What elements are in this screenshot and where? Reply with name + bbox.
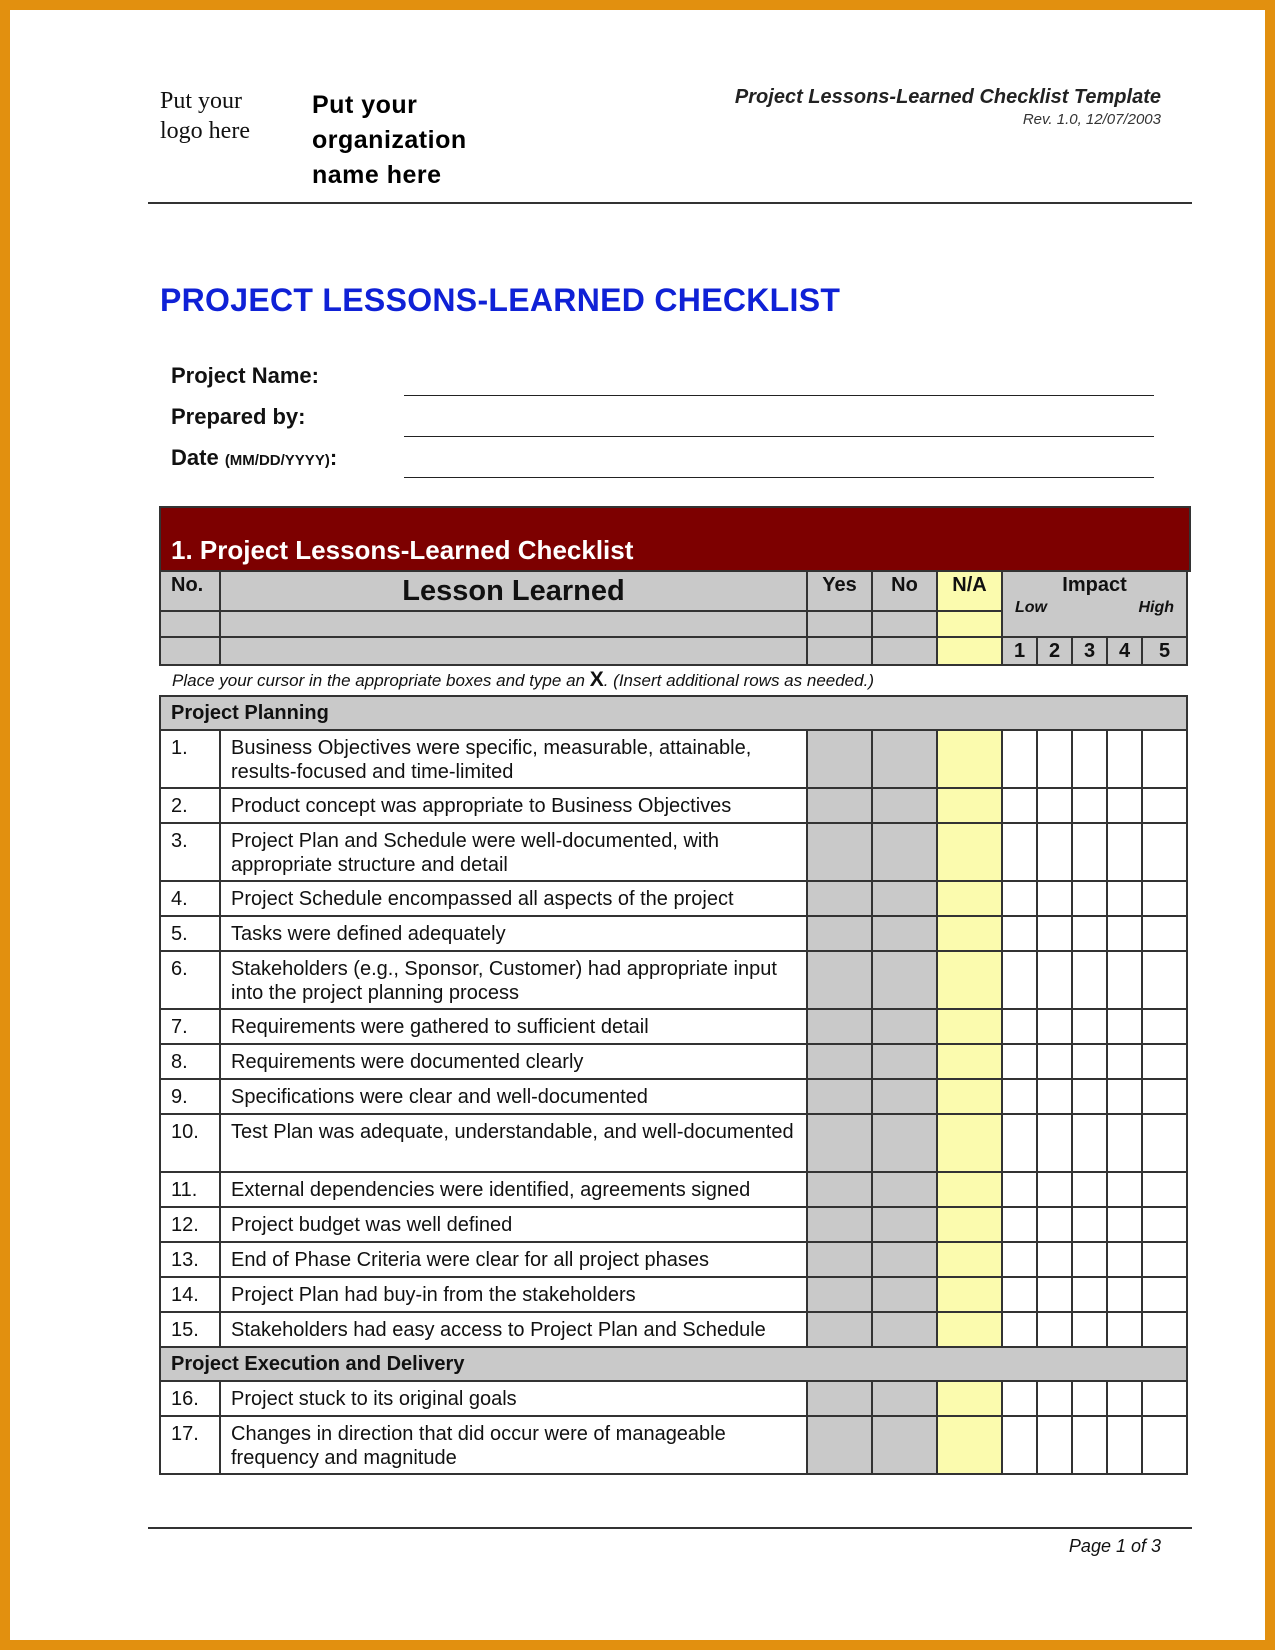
impact-4-cell[interactable] bbox=[1107, 1381, 1142, 1416]
checklist-row bbox=[160, 1242, 1187, 1277]
impact-1-cell[interactable] bbox=[1002, 916, 1037, 951]
no-checkbox-cell[interactable] bbox=[872, 1242, 937, 1277]
lesson-text: Project budget was well defined bbox=[220, 1207, 807, 1242]
impact-4-cell[interactable] bbox=[1107, 881, 1142, 916]
yes-checkbox-cell[interactable] bbox=[807, 1044, 872, 1079]
no-checkbox-cell[interactable] bbox=[872, 1416, 937, 1474]
impact-1-cell[interactable] bbox=[1002, 1079, 1037, 1114]
na-checkbox-cell[interactable] bbox=[937, 1242, 1002, 1277]
prepared-by-label: Prepared by: bbox=[171, 404, 306, 429]
no-checkbox-cell[interactable] bbox=[872, 1381, 937, 1416]
impact-2-cell[interactable] bbox=[1037, 1381, 1072, 1416]
impact-3-cell[interactable] bbox=[1072, 1044, 1107, 1079]
org-placeholder-line: organization bbox=[312, 126, 467, 154]
impact-1-cell[interactable] bbox=[1002, 1416, 1037, 1474]
impact-4-cell[interactable] bbox=[1107, 951, 1142, 1009]
no-checkbox-cell[interactable] bbox=[872, 916, 937, 951]
impact-1-cell[interactable] bbox=[1002, 1114, 1037, 1172]
footer-divider bbox=[148, 1527, 1192, 1529]
impact-4-cell[interactable] bbox=[1107, 1277, 1142, 1312]
impact-5-cell[interactable] bbox=[1142, 1416, 1187, 1474]
impact-4-cell[interactable] bbox=[1107, 1044, 1142, 1079]
page-number: Page 1 of 3 bbox=[1068, 1536, 1161, 1556]
yes-checkbox-cell[interactable] bbox=[807, 788, 872, 823]
impact-5-cell[interactable] bbox=[1142, 1277, 1187, 1312]
header-spacer-cell bbox=[807, 637, 872, 665]
template-revision: Rev. 1.0, 12/07/2003 bbox=[1022, 111, 1161, 128]
yes-checkbox-cell[interactable] bbox=[807, 730, 872, 788]
document-title: PROJECT LESSONS-LEARNED CHECKLIST bbox=[160, 282, 841, 318]
impact-5-cell[interactable] bbox=[1142, 823, 1187, 881]
checklist-row bbox=[160, 1009, 1187, 1044]
na-checkbox-cell[interactable] bbox=[937, 1079, 1002, 1114]
impact-2-cell[interactable] bbox=[1037, 916, 1072, 951]
impact-2-cell[interactable] bbox=[1037, 1277, 1072, 1312]
impact-4-cell[interactable] bbox=[1107, 1207, 1142, 1242]
checklist-row bbox=[160, 881, 1187, 916]
impact-1-cell[interactable] bbox=[1002, 788, 1037, 823]
column-header-yes: Yes bbox=[807, 571, 872, 611]
header-spacer-cell bbox=[160, 637, 220, 665]
impact-3-cell[interactable] bbox=[1072, 1172, 1107, 1207]
impact-4-cell[interactable] bbox=[1107, 1079, 1142, 1114]
date-label-text: Date bbox=[171, 445, 219, 470]
impact-2-cell[interactable] bbox=[1037, 1009, 1072, 1044]
row-number: 5. bbox=[160, 916, 220, 951]
impact-2-cell[interactable] bbox=[1037, 1172, 1072, 1207]
impact-5-cell[interactable] bbox=[1142, 916, 1187, 951]
row-number: 16. bbox=[160, 1381, 220, 1416]
lesson-text: Project Plan had buy-in from the stakeholders bbox=[220, 1277, 807, 1312]
checklist-row bbox=[160, 1207, 1187, 1242]
yes-checkbox-cell[interactable] bbox=[807, 1172, 872, 1207]
project-name-field[interactable] bbox=[404, 395, 1154, 396]
category-heading: Project Planning bbox=[160, 696, 1187, 730]
impact-4-cell[interactable] bbox=[1107, 1009, 1142, 1044]
impact-2-cell[interactable] bbox=[1037, 1416, 1072, 1474]
checklist-row bbox=[160, 916, 1187, 951]
row-number: 10. bbox=[160, 1114, 220, 1172]
impact-2-cell[interactable] bbox=[1037, 1114, 1072, 1172]
impact-4-cell[interactable] bbox=[1107, 1172, 1142, 1207]
impact-2-cell[interactable] bbox=[1037, 951, 1072, 1009]
row-number: 14. bbox=[160, 1277, 220, 1312]
impact-3-cell[interactable] bbox=[1072, 1312, 1107, 1347]
na-checkbox-cell[interactable] bbox=[937, 1416, 1002, 1474]
impact-1-cell[interactable] bbox=[1002, 823, 1037, 881]
impact-low-label: Low bbox=[1015, 599, 1047, 616]
na-checkbox-cell[interactable] bbox=[937, 1114, 1002, 1172]
row-number: 1. bbox=[160, 730, 220, 788]
no-checkbox-cell[interactable] bbox=[872, 951, 937, 1009]
logo-placeholder-line: Put your bbox=[160, 88, 243, 114]
header-spacer-cell bbox=[160, 611, 220, 637]
row-number: 11. bbox=[160, 1172, 220, 1207]
impact-4-cell[interactable] bbox=[1107, 823, 1142, 881]
impact-1-cell[interactable] bbox=[1002, 730, 1037, 788]
yes-checkbox-cell[interactable] bbox=[807, 916, 872, 951]
na-checkbox-cell[interactable] bbox=[937, 823, 1002, 881]
impact-5-cell[interactable] bbox=[1142, 1044, 1187, 1079]
checklist-row bbox=[160, 1416, 1187, 1474]
impact-1-cell[interactable] bbox=[1002, 1242, 1037, 1277]
row-number: 4. bbox=[160, 881, 220, 916]
checklist-row bbox=[160, 1172, 1187, 1207]
lesson-text: Project Plan and Schedule were well-documented, with appropriate structure and detail bbox=[220, 823, 807, 881]
date-colon: : bbox=[329, 445, 338, 470]
impact-2-cell[interactable] bbox=[1037, 788, 1072, 823]
impact-level-4: 4 bbox=[1107, 637, 1142, 665]
org-placeholder-line: Put your bbox=[312, 91, 418, 119]
lesson-text: Stakeholders had easy access to Project Plan and Schedule bbox=[220, 1312, 807, 1347]
lesson-text: Business Objectives were specific, measurable, attainable, results-focused and time-limited bbox=[220, 730, 807, 788]
yes-checkbox-cell[interactable] bbox=[807, 1416, 872, 1474]
column-header-no: No. bbox=[160, 571, 220, 611]
instruction-text bbox=[172, 668, 874, 692]
lesson-text: Project Schedule encompassed all aspects of the project bbox=[220, 881, 807, 916]
impact-5-cell[interactable] bbox=[1142, 951, 1187, 1009]
impact-2-cell[interactable] bbox=[1037, 1312, 1072, 1347]
checklist-row bbox=[160, 951, 1187, 1009]
impact-2-cell[interactable] bbox=[1037, 1044, 1072, 1079]
impact-3-cell[interactable] bbox=[1072, 1079, 1107, 1114]
instruction-before: Place your cursor in the appropriate boxes and type an bbox=[172, 671, 590, 690]
lesson-text: Changes in direction that did occur were of manageable frequency and magnitude bbox=[220, 1416, 807, 1474]
row-number: 17. bbox=[160, 1416, 220, 1474]
yes-checkbox-cell[interactable] bbox=[807, 1242, 872, 1277]
checklist-row bbox=[160, 1079, 1187, 1114]
column-header-lesson: Lesson Learned bbox=[220, 571, 807, 611]
header-spacer-cell bbox=[937, 611, 1002, 637]
date-format-hint: (MM/DD/YYYY) bbox=[224, 452, 330, 469]
impact-3-cell[interactable] bbox=[1072, 1207, 1107, 1242]
checklist-row bbox=[160, 788, 1187, 823]
impact-1-cell[interactable] bbox=[1002, 1172, 1037, 1207]
section-banner bbox=[159, 506, 1191, 572]
impact-4-cell[interactable] bbox=[1107, 1114, 1142, 1172]
lesson-text: Stakeholders (e.g., Sponsor, Customer) had appropriate input into the project planning process bbox=[220, 951, 807, 1009]
impact-1-cell[interactable] bbox=[1002, 1009, 1037, 1044]
column-header-impact bbox=[1002, 571, 1187, 637]
no-checkbox-cell[interactable] bbox=[872, 730, 937, 788]
impact-1-cell[interactable] bbox=[1002, 1277, 1037, 1312]
lesson-text: Project stuck to its original goals bbox=[220, 1381, 807, 1416]
checklist-row bbox=[160, 823, 1187, 881]
no-checkbox-cell[interactable] bbox=[872, 881, 937, 916]
template-title: Project Lessons-Learned Checklist Template bbox=[734, 86, 1161, 108]
lesson-text: Requirements were documented clearly bbox=[220, 1044, 807, 1079]
impact-2-cell[interactable] bbox=[1037, 730, 1072, 788]
lesson-text: Requirements were gathered to sufficient detail bbox=[220, 1009, 807, 1044]
org-placeholder-line: name here bbox=[312, 161, 442, 189]
checklist-row bbox=[160, 1312, 1187, 1347]
impact-4-cell[interactable] bbox=[1107, 730, 1142, 788]
yes-checkbox-cell[interactable] bbox=[807, 1381, 872, 1416]
header-spacer-cell bbox=[872, 637, 937, 665]
no-checkbox-cell[interactable] bbox=[872, 1044, 937, 1079]
date-field[interactable] bbox=[404, 477, 1154, 478]
no-checkbox-cell[interactable] bbox=[872, 1207, 937, 1242]
lesson-text: Tasks were defined adequately bbox=[220, 916, 807, 951]
na-checkbox-cell[interactable] bbox=[937, 916, 1002, 951]
impact-1-cell[interactable] bbox=[1002, 1044, 1037, 1079]
impact-5-cell[interactable] bbox=[1142, 881, 1187, 916]
lesson-text: End of Phase Criteria were clear for all project phases bbox=[220, 1242, 807, 1277]
lesson-text: Specifications were clear and well-documented bbox=[220, 1079, 807, 1114]
impact-3-cell[interactable] bbox=[1072, 1277, 1107, 1312]
yes-checkbox-cell[interactable] bbox=[807, 1277, 872, 1312]
header-spacer-cell bbox=[872, 611, 937, 637]
na-checkbox-cell[interactable] bbox=[937, 1044, 1002, 1079]
date-label bbox=[171, 445, 337, 471]
na-checkbox-cell[interactable] bbox=[937, 788, 1002, 823]
impact-5-cell[interactable] bbox=[1142, 1312, 1187, 1347]
yes-checkbox-cell[interactable] bbox=[807, 951, 872, 1009]
impact-title: Impact bbox=[1062, 574, 1127, 596]
no-checkbox-cell[interactable] bbox=[872, 1312, 937, 1347]
impact-1-cell[interactable] bbox=[1002, 951, 1037, 1009]
row-number: 6. bbox=[160, 951, 220, 1009]
row-number: 9. bbox=[160, 1079, 220, 1114]
impact-5-cell[interactable] bbox=[1142, 1207, 1187, 1242]
row-number: 7. bbox=[160, 1009, 220, 1044]
checklist-row bbox=[160, 730, 1187, 788]
impact-2-cell[interactable] bbox=[1037, 1079, 1072, 1114]
no-checkbox-cell[interactable] bbox=[872, 1277, 937, 1312]
row-number: 8. bbox=[160, 1044, 220, 1079]
impact-4-cell[interactable] bbox=[1107, 1312, 1142, 1347]
row-number: 2. bbox=[160, 788, 220, 823]
impact-3-cell[interactable] bbox=[1072, 881, 1107, 916]
lesson-text: Product concept was appropriate to Business Objectives bbox=[220, 788, 807, 823]
instruction-mark: X bbox=[589, 668, 604, 691]
impact-3-cell[interactable] bbox=[1072, 1381, 1107, 1416]
impact-3-cell[interactable] bbox=[1072, 1114, 1107, 1172]
na-checkbox-cell[interactable] bbox=[937, 1009, 1002, 1044]
checklist-row bbox=[160, 1381, 1187, 1416]
column-header-na: N/A bbox=[937, 571, 1002, 611]
lesson-text: Test Plan was adequate, understandable, and well-documented bbox=[220, 1114, 807, 1172]
impact-4-cell[interactable] bbox=[1107, 1242, 1142, 1277]
impact-5-cell[interactable] bbox=[1142, 1172, 1187, 1207]
impact-5-cell[interactable] bbox=[1142, 1079, 1187, 1114]
organization-name-placeholder bbox=[312, 88, 552, 193]
impact-3-cell[interactable] bbox=[1072, 823, 1107, 881]
impact-level-1: 1 bbox=[1002, 637, 1037, 665]
impact-1-cell[interactable] bbox=[1002, 1381, 1037, 1416]
impact-5-cell[interactable] bbox=[1142, 1009, 1187, 1044]
impact-3-cell[interactable] bbox=[1072, 730, 1107, 788]
impact-1-cell[interactable] bbox=[1002, 881, 1037, 916]
checklist-row bbox=[160, 1277, 1187, 1312]
no-checkbox-cell[interactable] bbox=[872, 823, 937, 881]
yes-checkbox-cell[interactable] bbox=[807, 1079, 872, 1114]
no-checkbox-cell[interactable] bbox=[872, 1114, 937, 1172]
impact-5-cell[interactable] bbox=[1142, 1242, 1187, 1277]
no-checkbox-cell[interactable] bbox=[872, 1172, 937, 1207]
no-checkbox-cell[interactable] bbox=[872, 788, 937, 823]
impact-level-5: 5 bbox=[1142, 637, 1187, 665]
impact-5-cell[interactable] bbox=[1142, 1114, 1187, 1172]
impact-1-cell[interactable] bbox=[1002, 1312, 1037, 1347]
impact-4-cell[interactable] bbox=[1107, 1416, 1142, 1474]
checklist-header-table bbox=[159, 570, 1188, 666]
checklist-table bbox=[159, 695, 1188, 1475]
row-number: 15. bbox=[160, 1312, 220, 1347]
impact-2-cell[interactable] bbox=[1037, 1242, 1072, 1277]
impact-3-cell[interactable] bbox=[1072, 951, 1107, 1009]
section-title: 1. Project Lessons-Learned Checklist bbox=[171, 535, 634, 565]
impact-3-cell[interactable] bbox=[1072, 1009, 1107, 1044]
instruction-after: . (Insert additional rows as needed.) bbox=[603, 671, 874, 690]
impact-1-cell[interactable] bbox=[1002, 1207, 1037, 1242]
impact-level-3: 3 bbox=[1072, 637, 1107, 665]
na-checkbox-cell[interactable] bbox=[937, 881, 1002, 916]
impact-3-cell[interactable] bbox=[1072, 788, 1107, 823]
header-spacer-cell bbox=[937, 637, 1002, 665]
logo-placeholder-line: logo here bbox=[160, 118, 250, 144]
na-checkbox-cell[interactable] bbox=[937, 1277, 1002, 1312]
na-checkbox-cell[interactable] bbox=[937, 1172, 1002, 1207]
checklist-section bbox=[159, 506, 1191, 1470]
no-checkbox-cell[interactable] bbox=[872, 1079, 937, 1114]
impact-5-cell[interactable] bbox=[1142, 730, 1187, 788]
impact-2-cell[interactable] bbox=[1037, 1207, 1072, 1242]
na-checkbox-cell[interactable] bbox=[937, 1381, 1002, 1416]
header-spacer-cell bbox=[220, 611, 807, 637]
yes-checkbox-cell[interactable] bbox=[807, 1114, 872, 1172]
yes-checkbox-cell[interactable] bbox=[807, 1312, 872, 1347]
na-checkbox-cell[interactable] bbox=[937, 951, 1002, 1009]
impact-high-label: High bbox=[1138, 599, 1174, 616]
yes-checkbox-cell[interactable] bbox=[807, 1009, 872, 1044]
no-checkbox-cell[interactable] bbox=[872, 1009, 937, 1044]
row-number: 12. bbox=[160, 1207, 220, 1242]
impact-3-cell[interactable] bbox=[1072, 916, 1107, 951]
row-number: 13. bbox=[160, 1242, 220, 1277]
checklist-row bbox=[160, 1114, 1187, 1172]
yes-checkbox-cell[interactable] bbox=[807, 1207, 872, 1242]
lesson-text: External dependencies were identified, agreements signed bbox=[220, 1172, 807, 1207]
impact-scale bbox=[1003, 597, 1186, 617]
header-spacer-cell bbox=[220, 637, 807, 665]
impact-2-cell[interactable] bbox=[1037, 881, 1072, 916]
impact-4-cell[interactable] bbox=[1107, 788, 1142, 823]
header-spacer-cell bbox=[807, 611, 872, 637]
header-divider bbox=[148, 202, 1192, 204]
impact-4-cell[interactable] bbox=[1107, 916, 1142, 951]
na-checkbox-cell[interactable] bbox=[937, 1207, 1002, 1242]
yes-checkbox-cell[interactable] bbox=[807, 823, 872, 881]
row-number: 3. bbox=[160, 823, 220, 881]
impact-3-cell[interactable] bbox=[1072, 1242, 1107, 1277]
na-checkbox-cell[interactable] bbox=[937, 1312, 1002, 1347]
category-row bbox=[160, 1347, 1187, 1381]
impact-3-cell[interactable] bbox=[1072, 1416, 1107, 1474]
checklist-row bbox=[160, 1044, 1187, 1079]
logo-placeholder bbox=[160, 86, 300, 146]
yes-checkbox-cell[interactable] bbox=[807, 881, 872, 916]
impact-level-2: 2 bbox=[1037, 637, 1072, 665]
project-name-label: Project Name: bbox=[171, 363, 319, 388]
impact-5-cell[interactable] bbox=[1142, 788, 1187, 823]
category-heading: Project Execution and Delivery bbox=[160, 1347, 1187, 1381]
na-checkbox-cell[interactable] bbox=[937, 730, 1002, 788]
prepared-by-field[interactable] bbox=[404, 436, 1154, 437]
category-row bbox=[160, 696, 1187, 730]
impact-2-cell[interactable] bbox=[1037, 823, 1072, 881]
impact-5-cell[interactable] bbox=[1142, 1381, 1187, 1416]
column-header-no-answer: No bbox=[872, 571, 937, 611]
